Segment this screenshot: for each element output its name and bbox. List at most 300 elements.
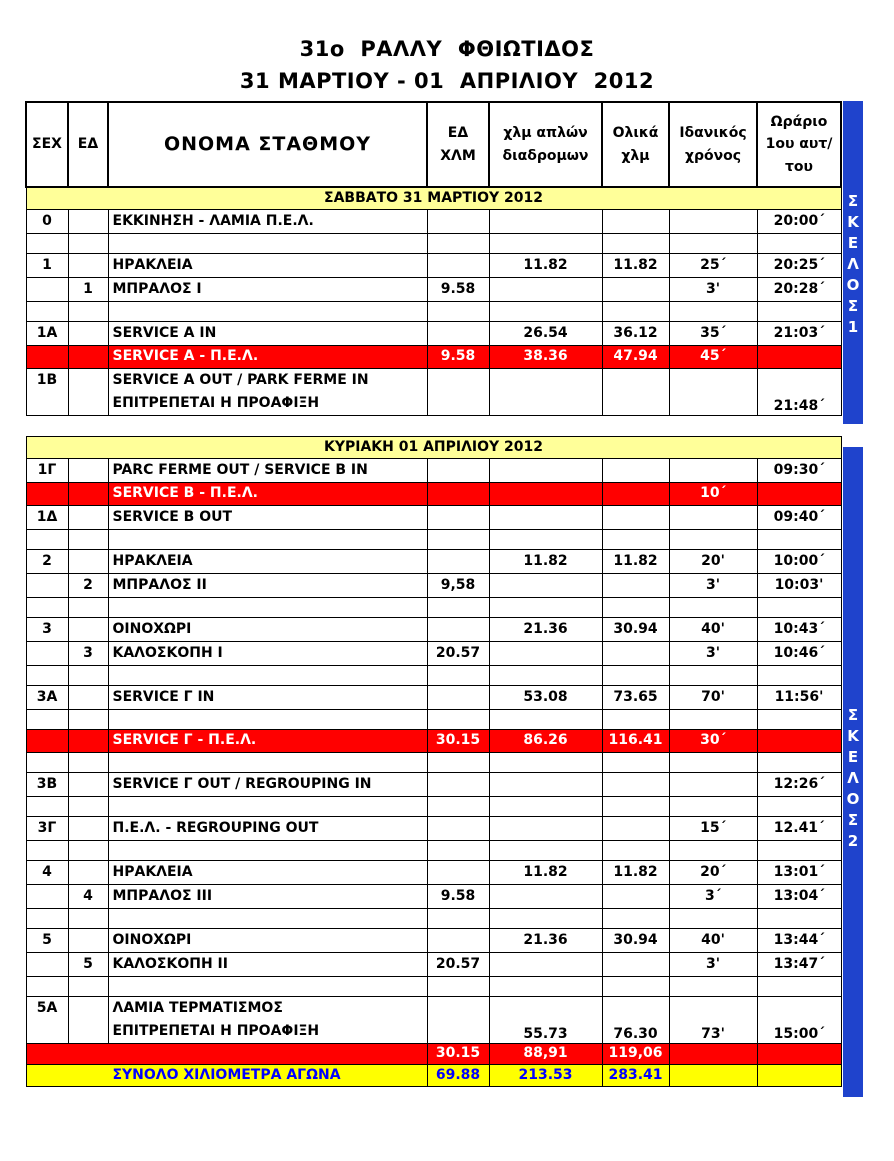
leg-letter: Σ [847, 706, 859, 724]
leg-separator [26, 415, 841, 436]
station-row [26, 549, 841, 573]
leg-letter: 2 [847, 832, 859, 850]
schedule-cell: 12.41΄ [757, 816, 841, 840]
empty-cell [489, 597, 602, 617]
header-schedule: Ωράριο 1ου αυτ/του [757, 102, 841, 187]
liaison-km-cell [489, 368, 602, 415]
ed-cell [68, 209, 108, 233]
ed-km-cell [427, 482, 489, 505]
sex-cell [26, 641, 68, 665]
station-name-line2: ΕΠΙΤΡΕΠΕΤΑΙ Η ΠΡΟΑΦΙΞΗ [112, 1022, 320, 1039]
empty-cell [68, 301, 108, 321]
sex-cell: 5Α [26, 996, 68, 1043]
schedule-cell: 21:48΄ [757, 368, 841, 415]
ed-cell [68, 505, 108, 529]
ed-cell [68, 617, 108, 641]
station-name-cell: SERVICE A IN [108, 321, 427, 345]
empty-cell [68, 908, 108, 928]
service-summary-row [26, 482, 841, 505]
ideal-time-cell: 3' [669, 641, 757, 665]
empty-cell [669, 301, 757, 321]
leg-letter: Σ [847, 192, 859, 210]
ed-km-cell: 30.15 [427, 729, 489, 752]
empty-cell [669, 233, 757, 253]
empty-cell [26, 796, 68, 816]
schedule-cell: 10:03' [757, 573, 841, 597]
leg-total-liaison-km: 88,91 [489, 1043, 602, 1064]
sex-cell [26, 277, 68, 301]
ideal-time-cell: 40' [669, 617, 757, 641]
total-km-cell: 116.41 [602, 729, 669, 752]
station-name-line1: SERVICE A OUT / PARK FERME IN [112, 371, 369, 388]
empty-cell [68, 976, 108, 996]
empty-cell [489, 709, 602, 729]
total-km-cell [602, 505, 669, 529]
total-km-cell [602, 277, 669, 301]
empty-cell [757, 301, 841, 321]
empty-cell [489, 840, 602, 860]
leg-letter: 1 [847, 318, 859, 336]
ed-km-cell [427, 928, 489, 952]
spacer-row [26, 301, 841, 321]
ideal-time-cell: 3' [669, 952, 757, 976]
empty-cell [757, 1043, 841, 1064]
ed-km-cell [427, 368, 489, 415]
total-km-cell: 73.65 [602, 685, 669, 709]
sex-cell: 0 [26, 209, 68, 233]
header-total-km: Ολικά χλμ [602, 102, 669, 187]
header-row [26, 102, 841, 187]
liaison-km-cell [489, 884, 602, 908]
empty-cell [669, 752, 757, 772]
liaison-km-cell [489, 772, 602, 796]
station-name-cell: SERVICE Γ IN [108, 685, 427, 709]
empty-cell [26, 597, 68, 617]
empty-cell [669, 709, 757, 729]
ed-km-cell: 9.58 [427, 884, 489, 908]
schedule-cell: 13:04΄ [757, 884, 841, 908]
sex-cell: 3Γ [26, 816, 68, 840]
ed-cell [68, 549, 108, 573]
leg-letter: Ε [847, 234, 859, 252]
ideal-time-cell: 20΄ [669, 860, 757, 884]
empty-cell [757, 752, 841, 772]
sex-cell: 5 [26, 928, 68, 952]
spacer-row [26, 597, 841, 617]
station-row [26, 884, 841, 908]
empty-cell [757, 665, 841, 685]
station-row [26, 458, 841, 482]
total-km-cell: 11.82 [602, 549, 669, 573]
empty-cell [427, 796, 489, 816]
empty-cell [602, 796, 669, 816]
leg-letter: Σ [847, 297, 859, 315]
station-row [26, 860, 841, 884]
schedule-cell: 21:03΄ [757, 321, 841, 345]
station-row [26, 928, 841, 952]
rally-title: 31ο ΡΑΛΛΥ ΦΘΙΩΤΙΔΟΣ [299, 37, 595, 61]
empty-cell [26, 233, 68, 253]
ed-cell [68, 458, 108, 482]
empty-cell [602, 752, 669, 772]
sex-cell: 3Α [26, 685, 68, 709]
ed-km-cell [427, 772, 489, 796]
station-name-cell: SERVICE B OUT [108, 505, 427, 529]
schedule-cell: 13:44΄ [757, 928, 841, 952]
header-station-name: ΟΝΟΜΑ ΣΤΑΘΜΟΥ [108, 102, 427, 187]
station-row [26, 685, 841, 709]
header-ed-km: ΕΔ ΧΛΜ [427, 102, 489, 187]
total-km-cell [602, 816, 669, 840]
empty-cell [108, 908, 427, 928]
empty-cell [489, 301, 602, 321]
empty-cell [108, 796, 427, 816]
ideal-time-cell: 3' [669, 573, 757, 597]
empty-cell [489, 233, 602, 253]
leg-total-ed-km: 30.15 [427, 1043, 489, 1064]
empty-cell [68, 665, 108, 685]
spacer-row [26, 908, 841, 928]
ideal-time-cell [669, 458, 757, 482]
leg-total-label-cell [26, 1043, 427, 1064]
empty-cell [669, 796, 757, 816]
empty-cell [427, 665, 489, 685]
empty-cell [669, 1043, 757, 1064]
ideal-time-cell: 3΄ [669, 884, 757, 908]
ed-cell [68, 816, 108, 840]
leg-letter: Ε [847, 748, 859, 766]
empty-cell [757, 529, 841, 549]
leg-letter: Λ [847, 769, 859, 787]
empty-cell [602, 597, 669, 617]
station-name-cell: ΟΙΝΟΧΩΡΙ [108, 928, 427, 952]
station-name-cell: PARC FERME OUT / SERVICE B IN [108, 458, 427, 482]
total-km-cell [602, 884, 669, 908]
ideal-time-cell: 20' [669, 549, 757, 573]
schedule-cell: 20:25΄ [757, 253, 841, 277]
ed-cell [68, 482, 108, 505]
empty-cell [108, 976, 427, 996]
ed-km-cell [427, 321, 489, 345]
spacer-row [26, 233, 841, 253]
station-name-cell: ΗΡΑΚΛΕΙΑ [108, 860, 427, 884]
empty-cell [427, 752, 489, 772]
leg-letter: Λ [847, 255, 859, 273]
schedule-cell: 09:30΄ [757, 458, 841, 482]
empty-cell [26, 529, 68, 549]
grand-total-liaison-km: 213.53 [489, 1064, 602, 1086]
header-sex: ΣΕΧ [26, 102, 68, 187]
leg-2-label [843, 447, 863, 1097]
empty-cell [26, 709, 68, 729]
total-km-cell [602, 482, 669, 505]
total-km-cell [602, 952, 669, 976]
sex-cell: 3Β [26, 772, 68, 796]
liaison-km-cell [489, 209, 602, 233]
sex-cell: 3 [26, 617, 68, 641]
empty-cell [757, 709, 841, 729]
station-name-cell [108, 996, 427, 1043]
total-km-cell: 11.82 [602, 860, 669, 884]
station-name-cell: ΟΙΝΟΧΩΡΙ [108, 617, 427, 641]
empty-cell [108, 752, 427, 772]
ideal-time-cell: 35΄ [669, 321, 757, 345]
empty-cell [26, 665, 68, 685]
ed-km-cell [427, 996, 489, 1043]
station-row [26, 277, 841, 301]
separator-cell [26, 415, 841, 436]
ed-cell [68, 860, 108, 884]
total-km-cell: 76.30 [602, 996, 669, 1043]
ed-cell [68, 345, 108, 368]
total-km-cell [602, 209, 669, 233]
empty-cell [602, 976, 669, 996]
station-name-cell: ΗΡΑΚΛΕΙΑ [108, 549, 427, 573]
station-row [26, 772, 841, 796]
day-header-sunday [26, 436, 841, 458]
sex-cell [26, 884, 68, 908]
empty-cell [757, 1064, 841, 1086]
rally-dates: 31 ΜΑΡΤΙΟΥ - 01 ΑΠΡΙΛΙΟΥ 2012 [239, 69, 655, 93]
schedule-cell: 20:00΄ [757, 209, 841, 233]
station-row [26, 816, 841, 840]
ed-cell [68, 928, 108, 952]
empty-cell [757, 597, 841, 617]
spacer-row [26, 529, 841, 549]
liaison-km-cell: 11.82 [489, 860, 602, 884]
empty-cell [489, 529, 602, 549]
empty-cell [26, 908, 68, 928]
liaison-km-cell: 11.82 [489, 549, 602, 573]
ed-cell: 2 [68, 573, 108, 597]
leg-total-km: 119,06 [602, 1043, 669, 1064]
station-name-cell: SERVICE Γ - Π.Ε.Λ. [108, 729, 427, 752]
ed-cell: 3 [68, 641, 108, 665]
spacer-row [26, 752, 841, 772]
ed-km-cell [427, 860, 489, 884]
station-name-cell: ΚΑΛΟΣΚΟΠΗ Ι [108, 641, 427, 665]
ed-km-cell: 9.58 [427, 345, 489, 368]
liaison-km-cell [489, 573, 602, 597]
total-km-cell [602, 641, 669, 665]
liaison-km-cell [489, 505, 602, 529]
empty-cell [669, 908, 757, 928]
empty-cell [427, 529, 489, 549]
station-row [26, 952, 841, 976]
spacer-row [26, 840, 841, 860]
schedule-cell: 09:40΄ [757, 505, 841, 529]
spacer-row [26, 665, 841, 685]
empty-cell [427, 840, 489, 860]
grand-total-row [26, 1064, 841, 1086]
liaison-km-cell: 21.36 [489, 617, 602, 641]
ed-km-cell [427, 505, 489, 529]
empty-cell [489, 752, 602, 772]
station-row [26, 641, 841, 665]
schedule-cell: 10:46΄ [757, 641, 841, 665]
ed-km-cell [427, 253, 489, 277]
ed-cell [68, 368, 108, 415]
station-name-cell: Π.Ε.Λ. - REGROUPING OUT [108, 816, 427, 840]
empty-cell [602, 908, 669, 928]
liaison-km-cell [489, 816, 602, 840]
ed-cell: 1 [68, 277, 108, 301]
total-km-cell [602, 458, 669, 482]
empty-cell [427, 597, 489, 617]
empty-cell [26, 752, 68, 772]
empty-cell [489, 665, 602, 685]
empty-cell [757, 976, 841, 996]
empty-cell [602, 709, 669, 729]
ed-cell: 4 [68, 884, 108, 908]
ed-km-cell: 20.57 [427, 641, 489, 665]
station-name-cell [108, 368, 427, 415]
sex-cell [26, 952, 68, 976]
empty-cell [427, 233, 489, 253]
empty-cell [669, 529, 757, 549]
ideal-time-cell [669, 368, 757, 415]
station-name-cell: ΜΠΡΑΛΟΣ Ι [108, 277, 427, 301]
ed-km-cell [427, 816, 489, 840]
ideal-time-cell: 15΄ [669, 816, 757, 840]
sex-cell [26, 573, 68, 597]
empty-cell [108, 597, 427, 617]
station-name-cell: SERVICE Γ OUT / REGROUPING IN [108, 772, 427, 796]
leg-letter: Κ [847, 727, 859, 745]
schedule-cell [757, 482, 841, 505]
ed-cell [68, 685, 108, 709]
sex-cell: 1 [26, 253, 68, 277]
empty-cell [108, 301, 427, 321]
ed-km-cell [427, 209, 489, 233]
schedule-cell [757, 345, 841, 368]
schedule-cell: 13:01΄ [757, 860, 841, 884]
leg-letter: Ο [846, 276, 860, 294]
station-row [26, 253, 841, 277]
liaison-km-cell [489, 458, 602, 482]
sex-cell [26, 482, 68, 505]
ideal-time-cell: 30΄ [669, 729, 757, 752]
station-row [26, 321, 841, 345]
total-km-cell: 30.94 [602, 928, 669, 952]
header-ideal-time: Ιδανικός χρόνος [669, 102, 757, 187]
empty-cell [602, 665, 669, 685]
total-km-cell [602, 368, 669, 415]
ideal-time-cell [669, 505, 757, 529]
liaison-km-cell: 38.36 [489, 345, 602, 368]
empty-cell [427, 709, 489, 729]
schedule-cell: 11:56' [757, 685, 841, 709]
ideal-time-cell: 70' [669, 685, 757, 709]
schedule-cell: 10:00΄ [757, 549, 841, 573]
total-km-cell: 36.12 [602, 321, 669, 345]
sex-cell: 1Δ [26, 505, 68, 529]
liaison-km-cell: 11.82 [489, 253, 602, 277]
ed-km-cell: 20.57 [427, 952, 489, 976]
schedule-cell: 12:26΄ [757, 772, 841, 796]
liaison-km-cell: 21.36 [489, 928, 602, 952]
sex-cell: 1Γ [26, 458, 68, 482]
empty-cell [669, 597, 757, 617]
spacer-row [26, 709, 841, 729]
ed-km-cell: 9,58 [427, 573, 489, 597]
schedule-cell [757, 729, 841, 752]
station-name-cell: ΜΠΡΑΛΟΣ ΙΙΙ [108, 884, 427, 908]
empty-cell [68, 840, 108, 860]
station-name-cell: ΗΡΑΚΛΕΙΑ [108, 253, 427, 277]
sex-cell [26, 729, 68, 752]
station-name-cell: SERVICE B - Π.Ε.Λ. [108, 482, 427, 505]
schedule-cell: 10:43΄ [757, 617, 841, 641]
leg-1-label [843, 101, 863, 424]
ed-km-cell [427, 549, 489, 573]
ed-cell [68, 253, 108, 277]
grand-total-km: 283.41 [602, 1064, 669, 1086]
spacer-row [26, 796, 841, 816]
leg-total-row [26, 1043, 841, 1064]
empty-cell [669, 1064, 757, 1086]
empty-cell [26, 976, 68, 996]
empty-cell [757, 908, 841, 928]
empty-cell [427, 301, 489, 321]
empty-cell [669, 665, 757, 685]
empty-cell [602, 233, 669, 253]
station-row [26, 505, 841, 529]
empty-cell [68, 529, 108, 549]
empty-cell [68, 597, 108, 617]
empty-cell [26, 840, 68, 860]
sex-cell [26, 345, 68, 368]
ideal-time-cell: 73' [669, 996, 757, 1043]
ideal-time-cell [669, 209, 757, 233]
total-km-cell: 11.82 [602, 253, 669, 277]
empty-cell [602, 529, 669, 549]
day-header-saturday [26, 187, 841, 209]
ed-cell [68, 729, 108, 752]
service-summary-row [26, 729, 841, 752]
liaison-km-cell: 55.73 [489, 996, 602, 1043]
empty-cell [757, 796, 841, 816]
ed-cell: 5 [68, 952, 108, 976]
empty-cell [602, 301, 669, 321]
day-header-saturday-label: ΣΑΒΒΑΤΟ 31 ΜΑΡΤΙΟΥ 2012 [26, 187, 841, 209]
ideal-time-cell [669, 772, 757, 796]
total-km-cell: 47.94 [602, 345, 669, 368]
empty-cell [757, 840, 841, 860]
liaison-km-cell [489, 952, 602, 976]
header-liaison-km: χλμ απλών διαδρομων [489, 102, 602, 187]
ideal-time-cell: 10΄ [669, 482, 757, 505]
ed-km-cell: 9.58 [427, 277, 489, 301]
day-header-sunday-label: ΚΥΡΙΑΚΗ 01 ΑΠΡΙΛΙΟΥ 2012 [26, 436, 841, 458]
leg-letter: Κ [847, 213, 859, 231]
liaison-km-cell [489, 277, 602, 301]
station-row [26, 209, 841, 233]
ed-cell [68, 772, 108, 796]
ideal-time-cell: 25΄ [669, 253, 757, 277]
liaison-km-cell: 53.08 [489, 685, 602, 709]
empty-cell [68, 796, 108, 816]
ideal-time-cell: 45΄ [669, 345, 757, 368]
sex-cell: 2 [26, 549, 68, 573]
leg-letter: Ο [846, 790, 860, 808]
grand-total-ed-km: 69.88 [427, 1064, 489, 1086]
empty-cell [669, 840, 757, 860]
station-name-line1: ΛΑΜΙΑ ΤΕΡΜΑΤΙΣΜΟΣ [112, 999, 283, 1016]
station-name-cell: ΕΚΚΙΝΗΣΗ - ΛΑΜΙΑ Π.Ε.Λ. [108, 209, 427, 233]
empty-cell [427, 976, 489, 996]
station-row [26, 617, 841, 641]
